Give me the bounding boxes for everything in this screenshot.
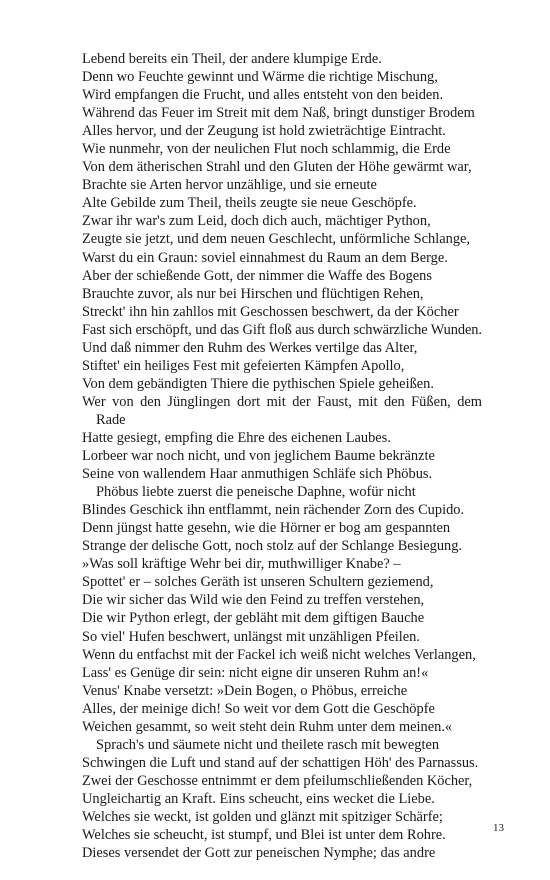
text-line: Sprach's und säumete nicht und theilete rasch mit bewegten bbox=[96, 736, 440, 753]
text-line: Warst du ein Graun: soviel einnahmest du Raum an dem Berge. bbox=[82, 249, 448, 266]
text-line: Dieses versendet der Gott zur peneischen Nymphe; das andre bbox=[82, 845, 436, 862]
text-line: Von dem gebändigten Thiere die pythischen Spiele geheißen. bbox=[82, 375, 434, 392]
text-line: Venus' Knabe versetzt: »Dein Bogen, o Phöbus, erreiche bbox=[82, 682, 408, 699]
text-line: Wird empfangen die Frucht, und alles entsteht von den beiden. bbox=[82, 87, 444, 104]
text-line: Lorbeer war noch nicht, und von jeglichem Baume bekränzte bbox=[82, 448, 435, 465]
text-line: Wenn du entfachst mit der Fackel ich weiß nicht welches Verlangen, bbox=[82, 646, 476, 663]
text-line: Weichen gesammt, so weit steht dein Ruhm unter dem meinen.« bbox=[82, 718, 453, 735]
text-line: Zwei der Geschosse entnimmt er dem pfeilumschließenden Köcher, bbox=[82, 772, 473, 789]
text-line: Zwar ihr war's zum Leid, doch dich auch, mächtiger Python, bbox=[82, 213, 431, 230]
text-line: Aber der schießende Gott, der nimmer die Waffe des Bogens bbox=[82, 267, 432, 284]
page-text-block bbox=[82, 50, 482, 862]
text-line: Wie nunmehr, von der neulichen Flut noch schlammig, die Erde bbox=[82, 141, 451, 158]
text-line: Phöbus liebte zuerst die peneische Daphne, wofür nicht bbox=[96, 484, 416, 501]
text-line: Alles hervor, und der Zeugung ist hold zwieträchtige Eintracht. bbox=[82, 123, 446, 140]
text-line: Welches sie weckt, ist golden und glänzt mit spitziger Schärfe; bbox=[82, 808, 443, 825]
text-line: Rade bbox=[96, 411, 126, 428]
text-line: Denn wo Feuchte gewinnt und Wärme die richtige Mischung, bbox=[82, 69, 438, 86]
text-line: Die wir Python erlegt, der gebläht mit dem giftigen Bauche bbox=[82, 610, 425, 627]
text-line: Brachte sie Arten hervor unzählige, und sie erneute bbox=[82, 177, 377, 194]
text-line: Alles, der meinige dich! So weit vor dem Gott die Geschöpfe bbox=[82, 700, 435, 717]
text-line: So viel' Hufen beschwert, unlängst mit unzähligen Pfeilen. bbox=[82, 628, 420, 645]
text-line: »Was soll kräftige Wehr bei dir, muthwilliger Knabe? – bbox=[82, 556, 401, 573]
text-line: Alte Gebilde zum Theil, theils zeugte sie neue Geschöpfe. bbox=[82, 195, 417, 212]
text-line: Die wir sicher das Wild wie den Feind zu treffen verstehen, bbox=[82, 592, 425, 609]
text-line: Von dem ätherischen Strahl und den Gluten der Höhe gewärmt war, bbox=[82, 159, 472, 176]
text-line: Wer von den Jünglingen dort mit der Faust, mit den Füßen, dem bbox=[82, 393, 482, 410]
text-line: Spottet' er – solches Geräth ist unseren Schultern geziemend, bbox=[82, 574, 434, 591]
text-line: Lebend bereits ein Theil, der andere klumpige Erde. bbox=[82, 51, 382, 67]
text-line: Stiftet' ein heiliges Fest mit gefeierten Kämpfen Apollo, bbox=[82, 357, 405, 374]
text-line: Hatte gesiegt, empfing die Ehre des eichenen Laubes. bbox=[82, 429, 391, 446]
text-line: Schwingen die Luft und stand auf der schattigen Höh' des Parnassus. bbox=[82, 754, 479, 771]
text-line: Streckt' ihn hin zahllos mit Geschossen beschwert, da der Köcher bbox=[82, 303, 459, 320]
text-line: Seine von wallendem Haar anmuthigen Schläfe sich Phöbus. bbox=[82, 466, 433, 483]
text-line: Lass' es Genüge dir sein: nicht eigne dir unseren Ruhm an!« bbox=[82, 664, 429, 681]
text-line: Strange der delische Gott, noch stolz auf der Schlange Besiegung. bbox=[82, 538, 463, 555]
text-line: Zeugte sie jetzt, und dem neuen Geschlecht, unförmliche Schlange, bbox=[82, 231, 471, 248]
page-number: 13 bbox=[493, 822, 504, 834]
text-line: Und daß nimmer den Ruhm des Werkes vertilge das Alter, bbox=[82, 339, 418, 356]
text-line: Welches sie scheucht, ist stumpf, und Blei ist unter dem Rohre. bbox=[82, 827, 446, 844]
text-line: Brauchte zuvor, als nur bei Hirschen und flüchtigen Rehen, bbox=[82, 285, 424, 302]
text-line: Fast sich erschöpft, und das Gift floß aus durch schwärzliche Wunden. bbox=[82, 321, 482, 338]
text-line: Während das Feuer im Streit mit dem Naß, bringt dunstiger Brodem bbox=[82, 105, 475, 122]
text-line: Blindes Geschick ihn entflammt, nein rächender Zorn des Cupido. bbox=[82, 502, 465, 519]
text-line: Denn jüngst hatte gesehn, wie die Hörner er bog am gespannten bbox=[82, 520, 451, 537]
text-line: Ungleichartig an Kraft. Eins scheucht, eins wecket die Liebe. bbox=[82, 790, 435, 807]
